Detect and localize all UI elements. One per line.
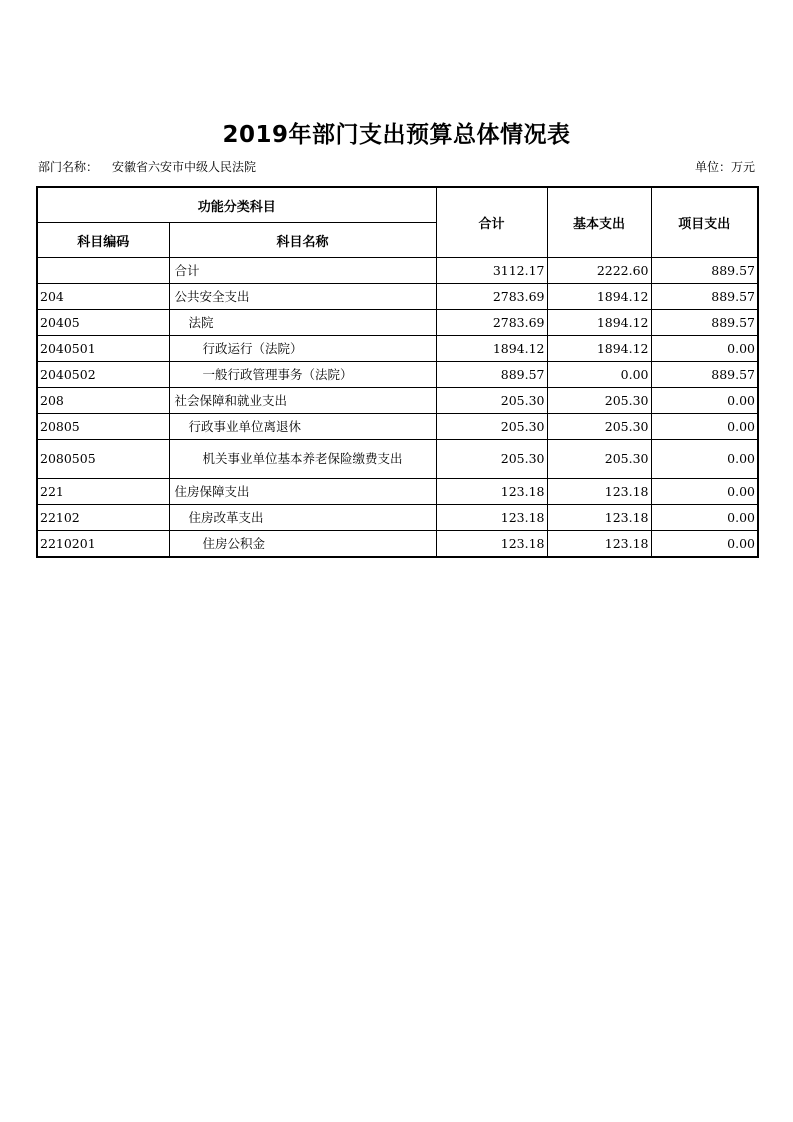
project-cell: 0.00 [651,388,758,414]
table-row [37,479,758,505]
subject-code-cell: 20405 [37,310,169,336]
basic-cell: 123.18 [547,505,651,531]
subject-name-cell [169,505,436,531]
page-title: 2019年部门支出预算总体情况表 [222,122,571,148]
department-info [38,158,256,175]
subject-name-cell [169,479,436,505]
project-cell: 0.00 [651,440,758,479]
header-function-category: 功能分类科目 [37,187,436,223]
header-project-expenditure: 项目支出 [651,187,758,258]
subject-code-cell [37,258,169,284]
subject-name-cell [169,414,436,440]
basic-cell: 205.30 [547,414,651,440]
subject-name-cell [169,310,436,336]
basic-cell: 205.30 [547,388,651,414]
total-cell: 123.18 [436,531,547,558]
project-cell: 0.00 [651,336,758,362]
basic-cell: 1894.12 [547,284,651,310]
subject-name: 一般行政管理事务（法院） [202,366,353,382]
project-cell: 889.57 [651,310,758,336]
header-subject-name: 科目名称 [169,223,436,258]
table-row [37,362,758,388]
subject-name: 住房保障支出 [174,483,250,499]
unit-label: 单位：万元 [694,160,755,174]
total-cell: 3112.17 [436,258,547,284]
subject-name: 公共安全支出 [174,288,250,304]
subject-code-cell: 2040502 [37,362,169,388]
subject-code-cell: 20805 [37,414,169,440]
table-row [37,531,758,558]
table-row [37,258,758,284]
project-cell: 889.57 [651,284,758,310]
table-row [37,414,758,440]
total-cell: 205.30 [436,414,547,440]
subject-name: 住房公积金 [202,535,266,551]
subject-name-cell [169,284,436,310]
subject-code-cell: 2210201 [37,531,169,558]
total-cell: 205.30 [436,388,547,414]
subject-name: 住房改革支出 [188,509,264,525]
department-label: 部门名称： [38,160,99,174]
subject-name: 行政运行（法院） [202,340,303,356]
project-cell: 0.00 [651,479,758,505]
total-cell: 2783.69 [436,310,547,336]
table-row [37,505,758,531]
basic-cell: 2222.60 [547,258,651,284]
subject-name: 合计 [174,262,200,278]
subject-name-cell [169,388,436,414]
subject-name-cell [169,336,436,362]
basic-cell: 1894.12 [547,336,651,362]
subject-name-cell [169,531,436,558]
subject-name: 社会保障和就业支出 [174,392,288,408]
project-cell: 0.00 [651,531,758,558]
table-row [37,336,758,362]
total-cell: 1894.12 [436,336,547,362]
total-cell: 123.18 [436,505,547,531]
subject-code-cell: 221 [37,479,169,505]
header-total: 合计 [436,187,547,258]
table-body [37,258,758,558]
project-cell: 0.00 [651,414,758,440]
subject-name: 行政事业单位离退休 [188,418,302,434]
header-basic-expenditure: 基本支出 [547,187,651,258]
subject-name-cell [169,258,436,284]
total-cell: 2783.69 [436,284,547,310]
basic-cell: 1894.12 [547,310,651,336]
table-row [37,388,758,414]
total-cell: 205.30 [436,440,547,479]
table-row [37,310,758,336]
subject-code-cell: 2040501 [37,336,169,362]
total-cell: 123.18 [436,479,547,505]
basic-cell: 123.18 [547,531,651,558]
department-name: 安徽省六安市中级人民法院 [112,160,257,174]
subject-name: 法院 [188,314,214,330]
project-cell: 889.57 [651,258,758,284]
subject-code-cell: 208 [37,388,169,414]
project-cell: 889.57 [651,362,758,388]
project-cell: 0.00 [651,505,758,531]
basic-cell: 205.30 [547,440,651,479]
subject-name-cell [169,440,436,479]
basic-cell: 123.18 [547,479,651,505]
subject-code-cell: 2080505 [37,440,169,479]
basic-cell: 0.00 [547,362,651,388]
subject-name: 机关事业单位基本养老保险缴费支出 [202,451,403,466]
budget-table [36,186,759,558]
subject-code-cell: 22102 [37,505,169,531]
table-row [37,284,758,310]
header-subject-code: 科目编码 [37,223,169,258]
subject-code-cell: 204 [37,284,169,310]
total-cell: 889.57 [436,362,547,388]
table-row [37,440,758,479]
subject-name-cell [169,362,436,388]
